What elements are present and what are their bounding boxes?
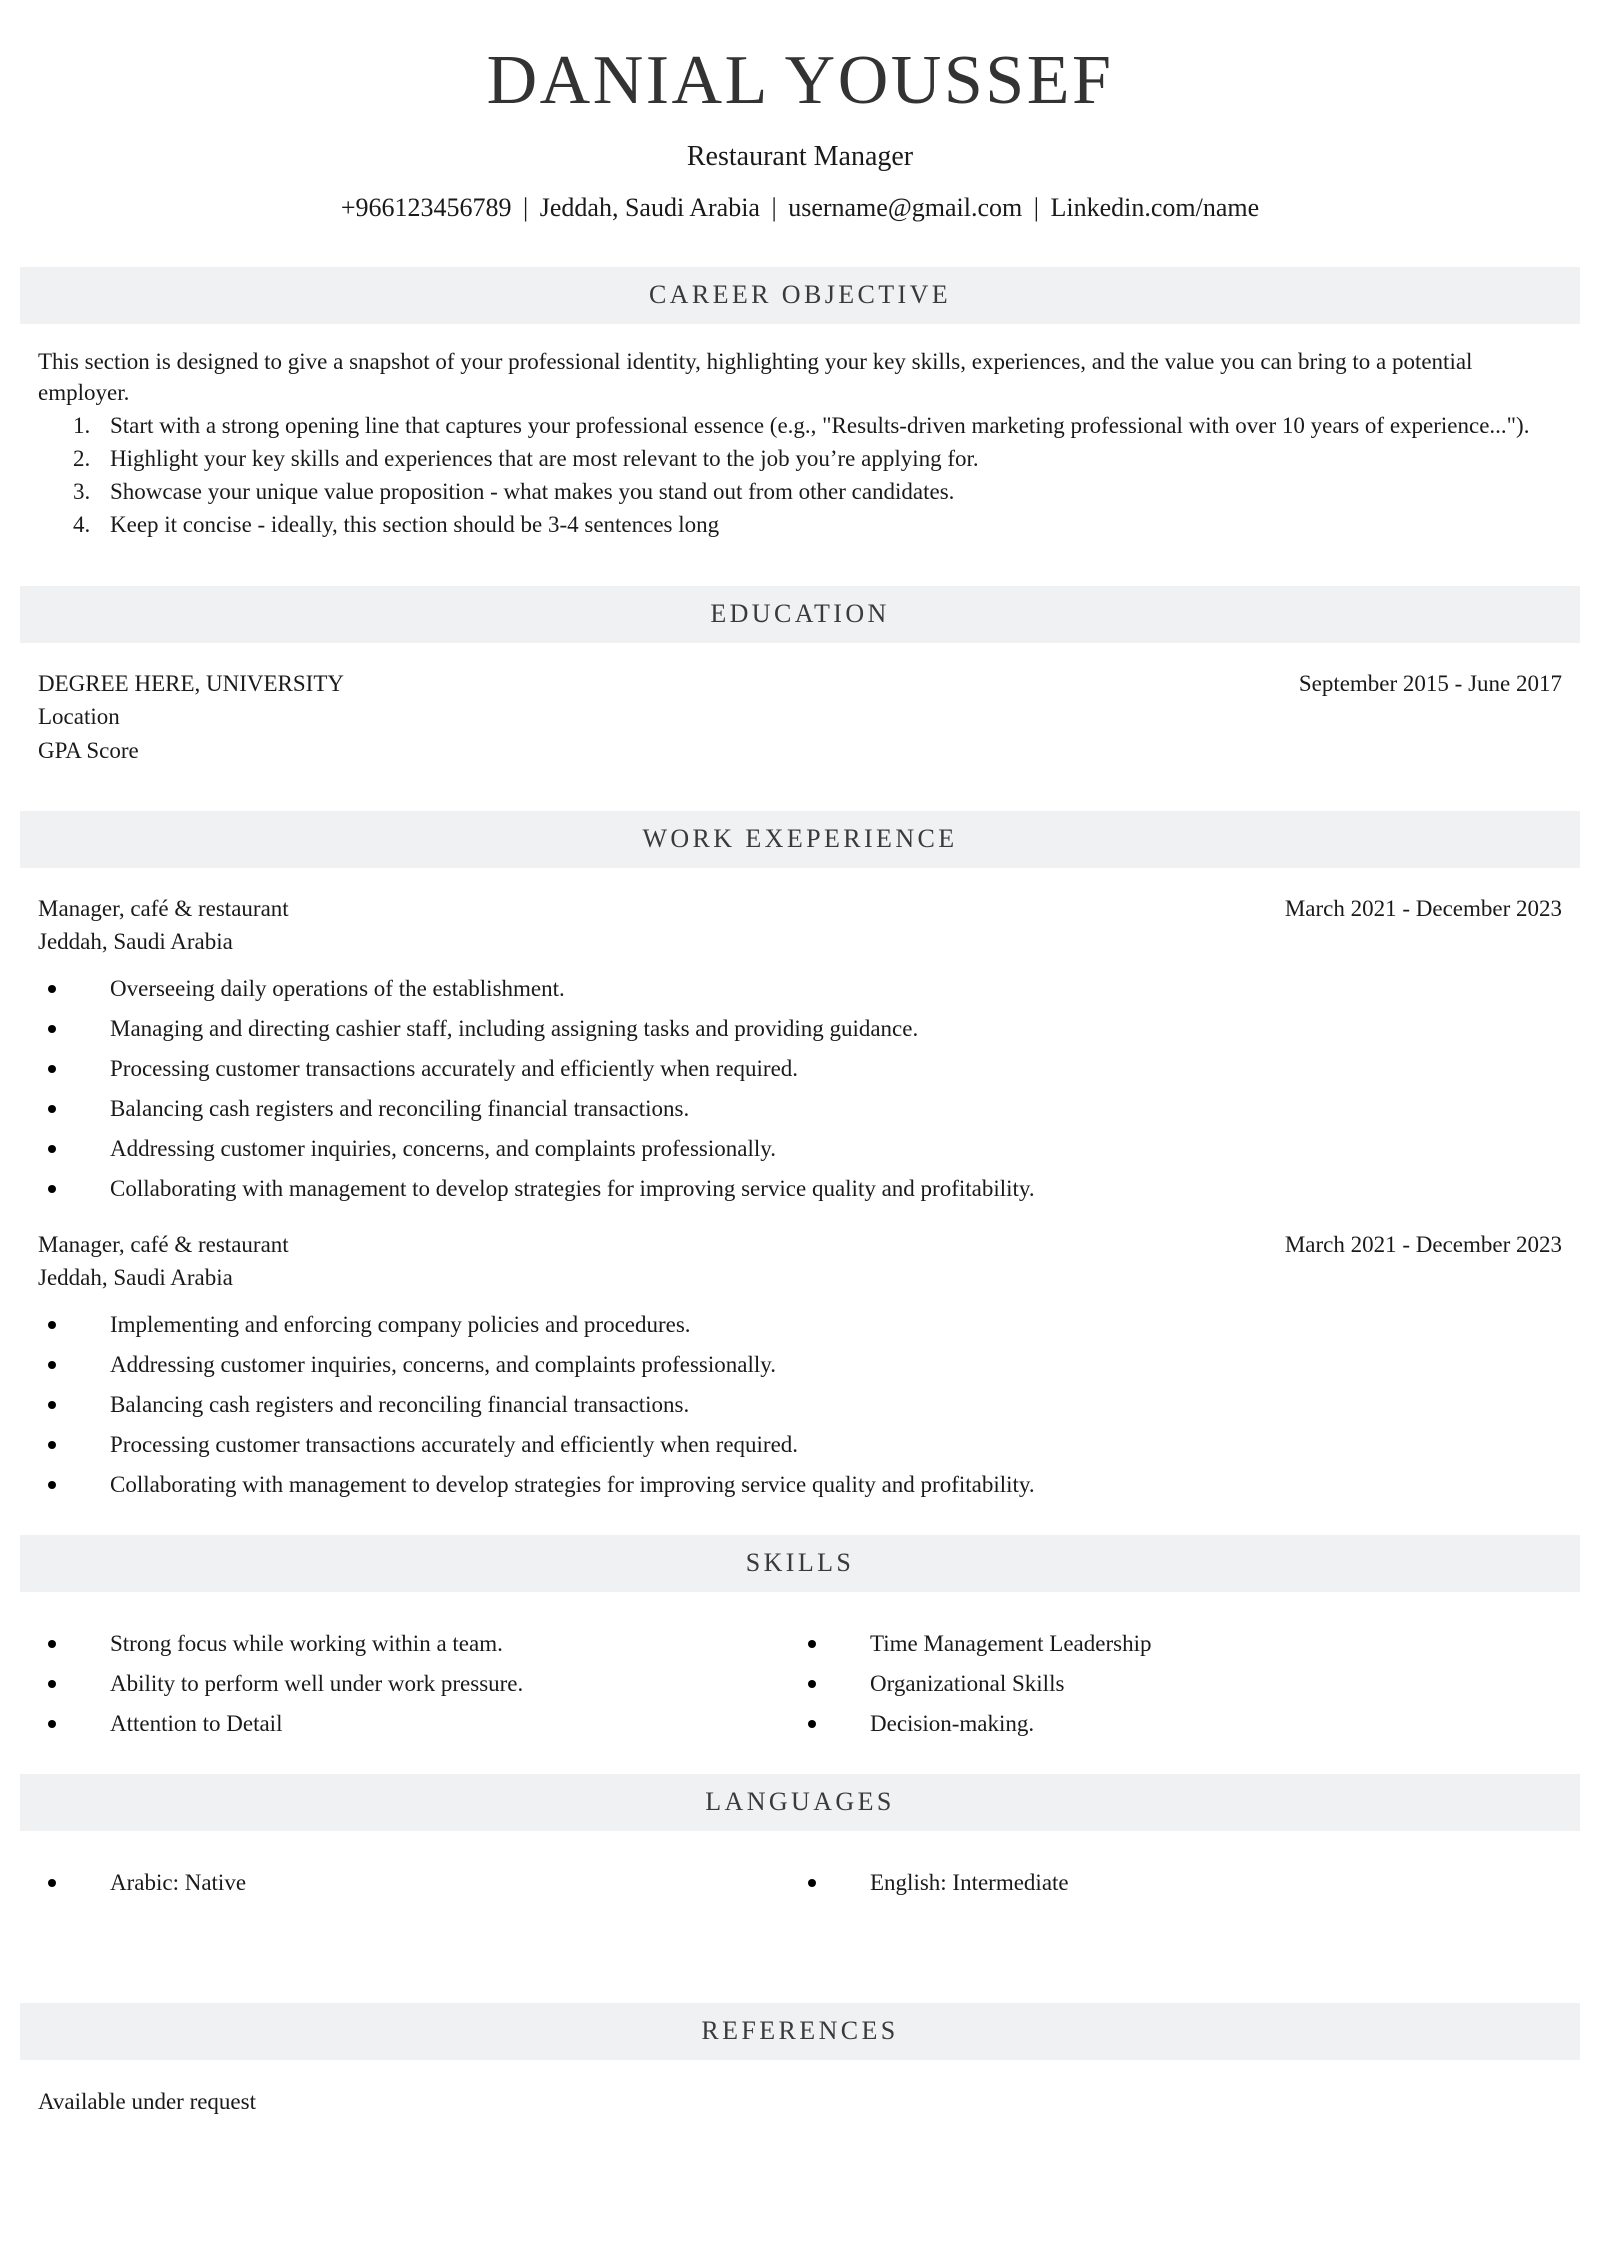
list-item: English: Intermediate: [800, 1867, 1562, 1898]
section-header-education: [20, 586, 1580, 643]
list-item: 3. Showcase your unique value proposition - what makes you stand out from other candidates.: [96, 476, 1562, 507]
career-objective-intro: This section is designed to give a snapshot of your professional identity, highlighting your key skills, experiences, and the value you can bring to a potential employer.: [38, 348, 1473, 405]
list-item: 1. Start with a strong opening line that captures your professional essence (e.g., "Results-driven marketing professional with over 10 years of experience...").: [96, 410, 1562, 441]
job-title: Manager, café & restaurant: [38, 1231, 289, 1257]
list-item: Decision-making.: [800, 1708, 1562, 1739]
contact-linkedin[interactable]: Linkedin.com/name: [1050, 192, 1260, 222]
education-entry-row: [38, 667, 1562, 700]
candidate-name: DANIAL YOUSSEF: [486, 42, 1114, 119]
list-item: Time Management Leadership: [800, 1628, 1562, 1659]
section-header-career-objective: [20, 267, 1580, 324]
list-item: Balancing cash registers and reconciling financial transactions.: [38, 1093, 1562, 1124]
list-item: Arabic: Native: [38, 1867, 800, 1898]
skills-column-right: [800, 1614, 1562, 1748]
contact-separator: |: [523, 192, 529, 222]
work-experience-body: [0, 892, 1600, 1500]
skills-column-left: [38, 1614, 800, 1748]
languages-column-left: [38, 1853, 800, 1907]
education-location: Location: [38, 704, 120, 730]
job-bullet-list: [38, 1309, 1562, 1500]
list-item: Processing customer transactions accurately and efficiently when required.: [38, 1429, 1562, 1460]
job-title: Manager, café & restaurant: [38, 895, 289, 921]
languages-list-right: [800, 1867, 1562, 1898]
list-item: Managing and directing cashier staff, including assigning tasks and providing guidance.: [38, 1013, 1562, 1044]
list-item: 2. Highlight your key skills and experiences that are most relevant to the job you’re applying for.: [96, 443, 1562, 474]
contact-location: Jeddah, Saudi Arabia: [539, 192, 760, 222]
list-item: Overseeing daily operations of the establishment.: [38, 973, 1562, 1004]
section-header-languages: [20, 1774, 1580, 1831]
skills-list-left: [38, 1628, 800, 1739]
contact-separator: |: [1033, 192, 1039, 222]
languages-list-left: [38, 1867, 800, 1898]
languages-column-right: [800, 1853, 1562, 1907]
languages-body: [0, 1853, 1600, 1907]
section-header-work-experience: [20, 811, 1580, 868]
job-location: Jeddah, Saudi Arabia: [38, 1265, 233, 1291]
list-item: Collaborating with management to develop strategies for improving service quality and profitability.: [38, 1469, 1562, 1500]
list-item: Ability to perform well under work pressure.: [38, 1668, 800, 1699]
section-title: LANGUAGES: [705, 1786, 895, 1816]
job-entry-row: [38, 892, 1562, 925]
job-entry: [38, 892, 1562, 1204]
education-entry: [38, 667, 1562, 767]
list-item: Collaborating with management to develop strategies for improving service quality and profitability.: [38, 1173, 1562, 1204]
section-header-skills: [20, 1535, 1580, 1592]
job-bullet-list: [38, 973, 1562, 1204]
education-date: September 2015 - June 2017: [1298, 671, 1562, 697]
section-title: REFERENCES: [701, 2015, 899, 2045]
candidate-job-title: Restaurant Manager: [686, 141, 914, 173]
job-date: March 2021 - December 2023: [1284, 895, 1562, 921]
contact-email[interactable]: username@gmail.com: [788, 192, 1023, 222]
job-date: March 2021 - December 2023: [1284, 1231, 1562, 1257]
list-item: Attention to Detail: [38, 1708, 800, 1739]
list-item: 4. Keep it concise - ideally, this section should be 3-4 sentences long: [96, 509, 1562, 540]
list-item: Addressing customer inquiries, concerns, and complaints professionally.: [38, 1133, 1562, 1164]
contact-phone: +966123456789: [340, 192, 512, 222]
list-item: Organizational Skills: [800, 1668, 1562, 1699]
references-body: [0, 2086, 1600, 2118]
list-item: Processing customer transactions accurately and efficiently when required.: [38, 1053, 1562, 1084]
list-item: Strong focus while working within a team.: [38, 1628, 800, 1659]
list-item: Addressing customer inquiries, concerns, and complaints professionally.: [38, 1349, 1562, 1380]
contact-line: [40, 192, 1560, 223]
references-text: Available under request: [38, 2088, 256, 2114]
resume-header: [0, 0, 1600, 223]
section-header-references: [20, 2003, 1580, 2060]
skills-body: [0, 1614, 1600, 1748]
job-entry: [38, 1228, 1562, 1500]
skills-list-right: [800, 1628, 1562, 1739]
section-title: SKILLS: [745, 1547, 855, 1577]
education-degree: DEGREE HERE, UNIVERSITY: [38, 671, 344, 697]
career-objective-body: [0, 346, 1600, 540]
section-title: WORK EXEPERIENCE: [642, 824, 958, 854]
job-entry-row: [38, 1228, 1562, 1261]
section-title: CAREER OBJECTIVE: [648, 279, 952, 309]
career-objective-list: [38, 410, 1562, 540]
list-item: Balancing cash registers and reconciling financial transactions.: [38, 1389, 1562, 1420]
education-body: [0, 667, 1600, 767]
contact-separator: |: [771, 192, 777, 222]
education-gpa: GPA Score: [38, 737, 139, 763]
job-location: Jeddah, Saudi Arabia: [38, 929, 233, 955]
section-title: EDUCATION: [710, 599, 890, 629]
list-item: Implementing and enforcing company policies and procedures.: [38, 1309, 1562, 1340]
